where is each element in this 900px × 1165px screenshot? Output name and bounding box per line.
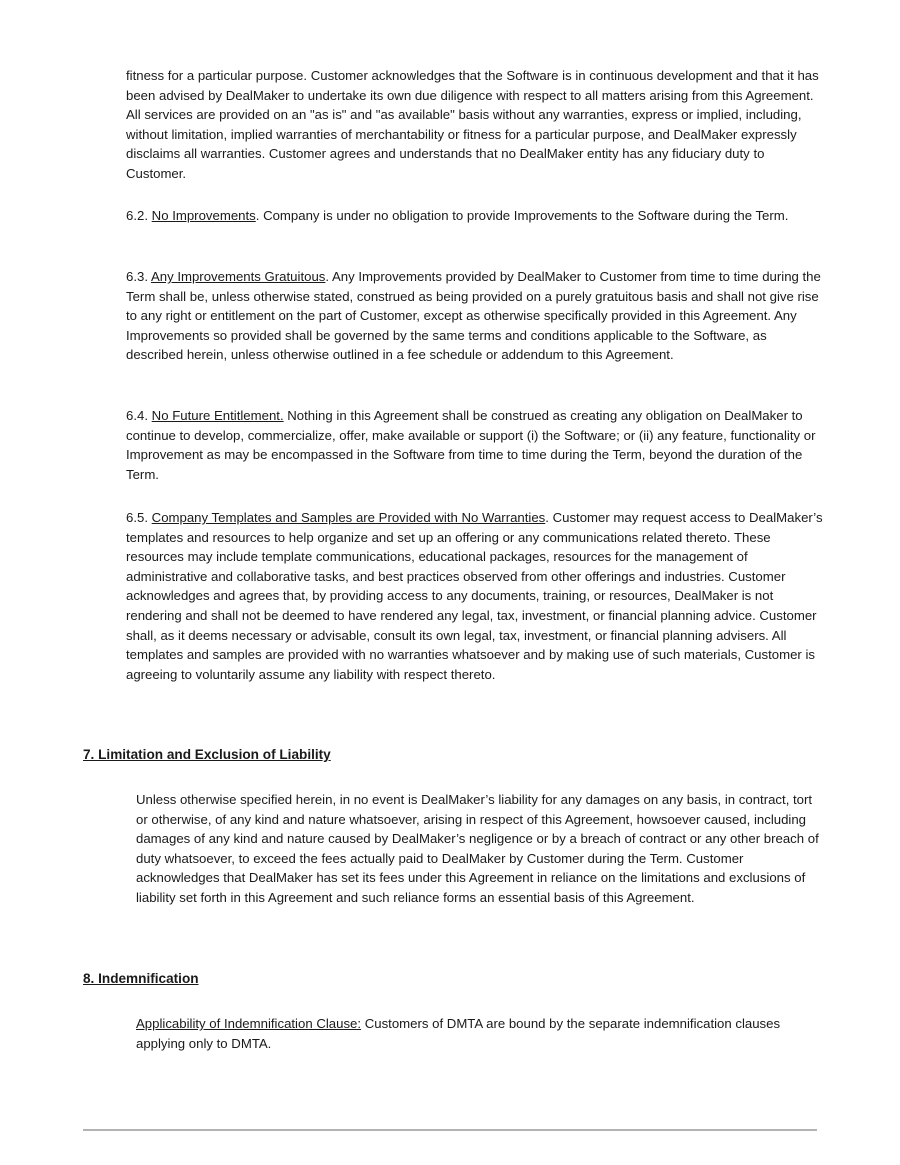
section-title: Applicability of Indemnification Clause: bbox=[136, 1016, 362, 1031]
section-number: 6.5. bbox=[126, 510, 152, 525]
section-body: Nothing in this Agreement shall be construed as creating any obligation on DealMaker to continue to develop, commercialize, offer, make available or support (i) the Software; or (ii) any feature, functionality or Improvement as may be encompassed in the Software from time to time during the Term, beyond the duration of the Term. bbox=[126, 408, 816, 482]
section-title: No Future Entitlement. bbox=[151, 408, 284, 423]
section-7-body bbox=[136, 790, 826, 908]
section-number: 6.3. bbox=[126, 269, 151, 284]
section-body: Unless otherwise specified herein, in no event is DealMaker’s liability for any damages on any basis, in contract, tort or otherwise, of any kind and nature whatsoever, arising in respect of this Agreement, howsoever caused, including damages of any kind and nature caused by DealMaker’s negligence or by a breach of contract or any other breach of duty whatsoever, to exceed the fees actually paid to DealMaker by Customer during the Term. Customer acknowledges that DealMaker has set its fees under this Agreement in reliance on the limitations and exclusions of liability set forth in this Agreement and such reliance forms an essential basis of this Agreement. bbox=[136, 792, 819, 905]
footer-divider bbox=[83, 1129, 817, 1131]
section-8-body bbox=[136, 1014, 826, 1053]
section-number: 6.4. bbox=[126, 408, 152, 423]
section-number: 6.2. bbox=[126, 208, 152, 223]
section-6-3 bbox=[126, 267, 826, 365]
section-title: Company Templates and Samples are Provided with No Warranties bbox=[151, 510, 546, 525]
paragraph-text: fitness for a particular purpose. Customer acknowledges that the Software is in continuous development and that it has been advised by DealMaker to undertake its own due diligence with respect to all matters arising from this Agreement. All services are provided on an "as is" and "as available" basis without any warranties, express or implied, including, without limitation, implied warranties of merchantability or fitness for a particular purpose, and DealMaker expressly disclaims all warranties. Customer agrees and understands that no DealMaker entity has any fiduciary duty to Customer. bbox=[126, 68, 819, 181]
paragraph-warranty-disclaimer bbox=[126, 66, 826, 184]
section-6-4 bbox=[126, 406, 826, 484]
section-7-heading: 7. Limitation and Exclusion of Liability bbox=[83, 747, 331, 762]
section-6-2 bbox=[126, 206, 826, 226]
section-6-5 bbox=[126, 508, 826, 684]
section-title: Any Improvements Gratuitous bbox=[150, 269, 326, 284]
section-body: . Company is under no obligation to provide Improvements to the Software during the Term. bbox=[255, 208, 789, 223]
section-body: Customers of DMTA are bound by the separate indemnification clauses applying only to DMTA. bbox=[136, 1016, 781, 1051]
section-8-heading: 8. Indemnification bbox=[83, 971, 199, 986]
section-body: . Any Improvements provided by DealMaker to Customer from time to time during the Term shall be, unless otherwise stated, construed as being provided on a purely gratuitous basis and shall not give rise to any right or entitlement on the part of Customer, except as otherwise specifically provided in this Agreement. Any Improvements so provided shall be governed by the same terms and conditions applicable to the Software, as described herein, unless otherwise outlined in a fee schedule or addendum to this Agreement. bbox=[126, 269, 821, 363]
section-body: . Customer may request access to DealMaker’s templates and resources to help organize and set up an offering or any communications related thereto. These resources may include template communications, educational packages, resources for the management of administrative and collaborative tasks, and best practices observed from other offerings and industries. Customer acknowledges and agrees that, by providing access to any documents, training, or resources, DealMaker is not rendering and shall not be deemed to have rendered any legal, tax, investment, or financial planning advice. Customer shall, as it deems necessary or advisable, consult its own legal, tax, investment, or financial planning advisers. All templates and samples are provided with no warranties whatsoever and by making use of such materials, Customer is agreeing to voluntarily assume any liability with respect thereto. bbox=[126, 510, 823, 682]
section-title: No Improvements bbox=[151, 208, 256, 223]
